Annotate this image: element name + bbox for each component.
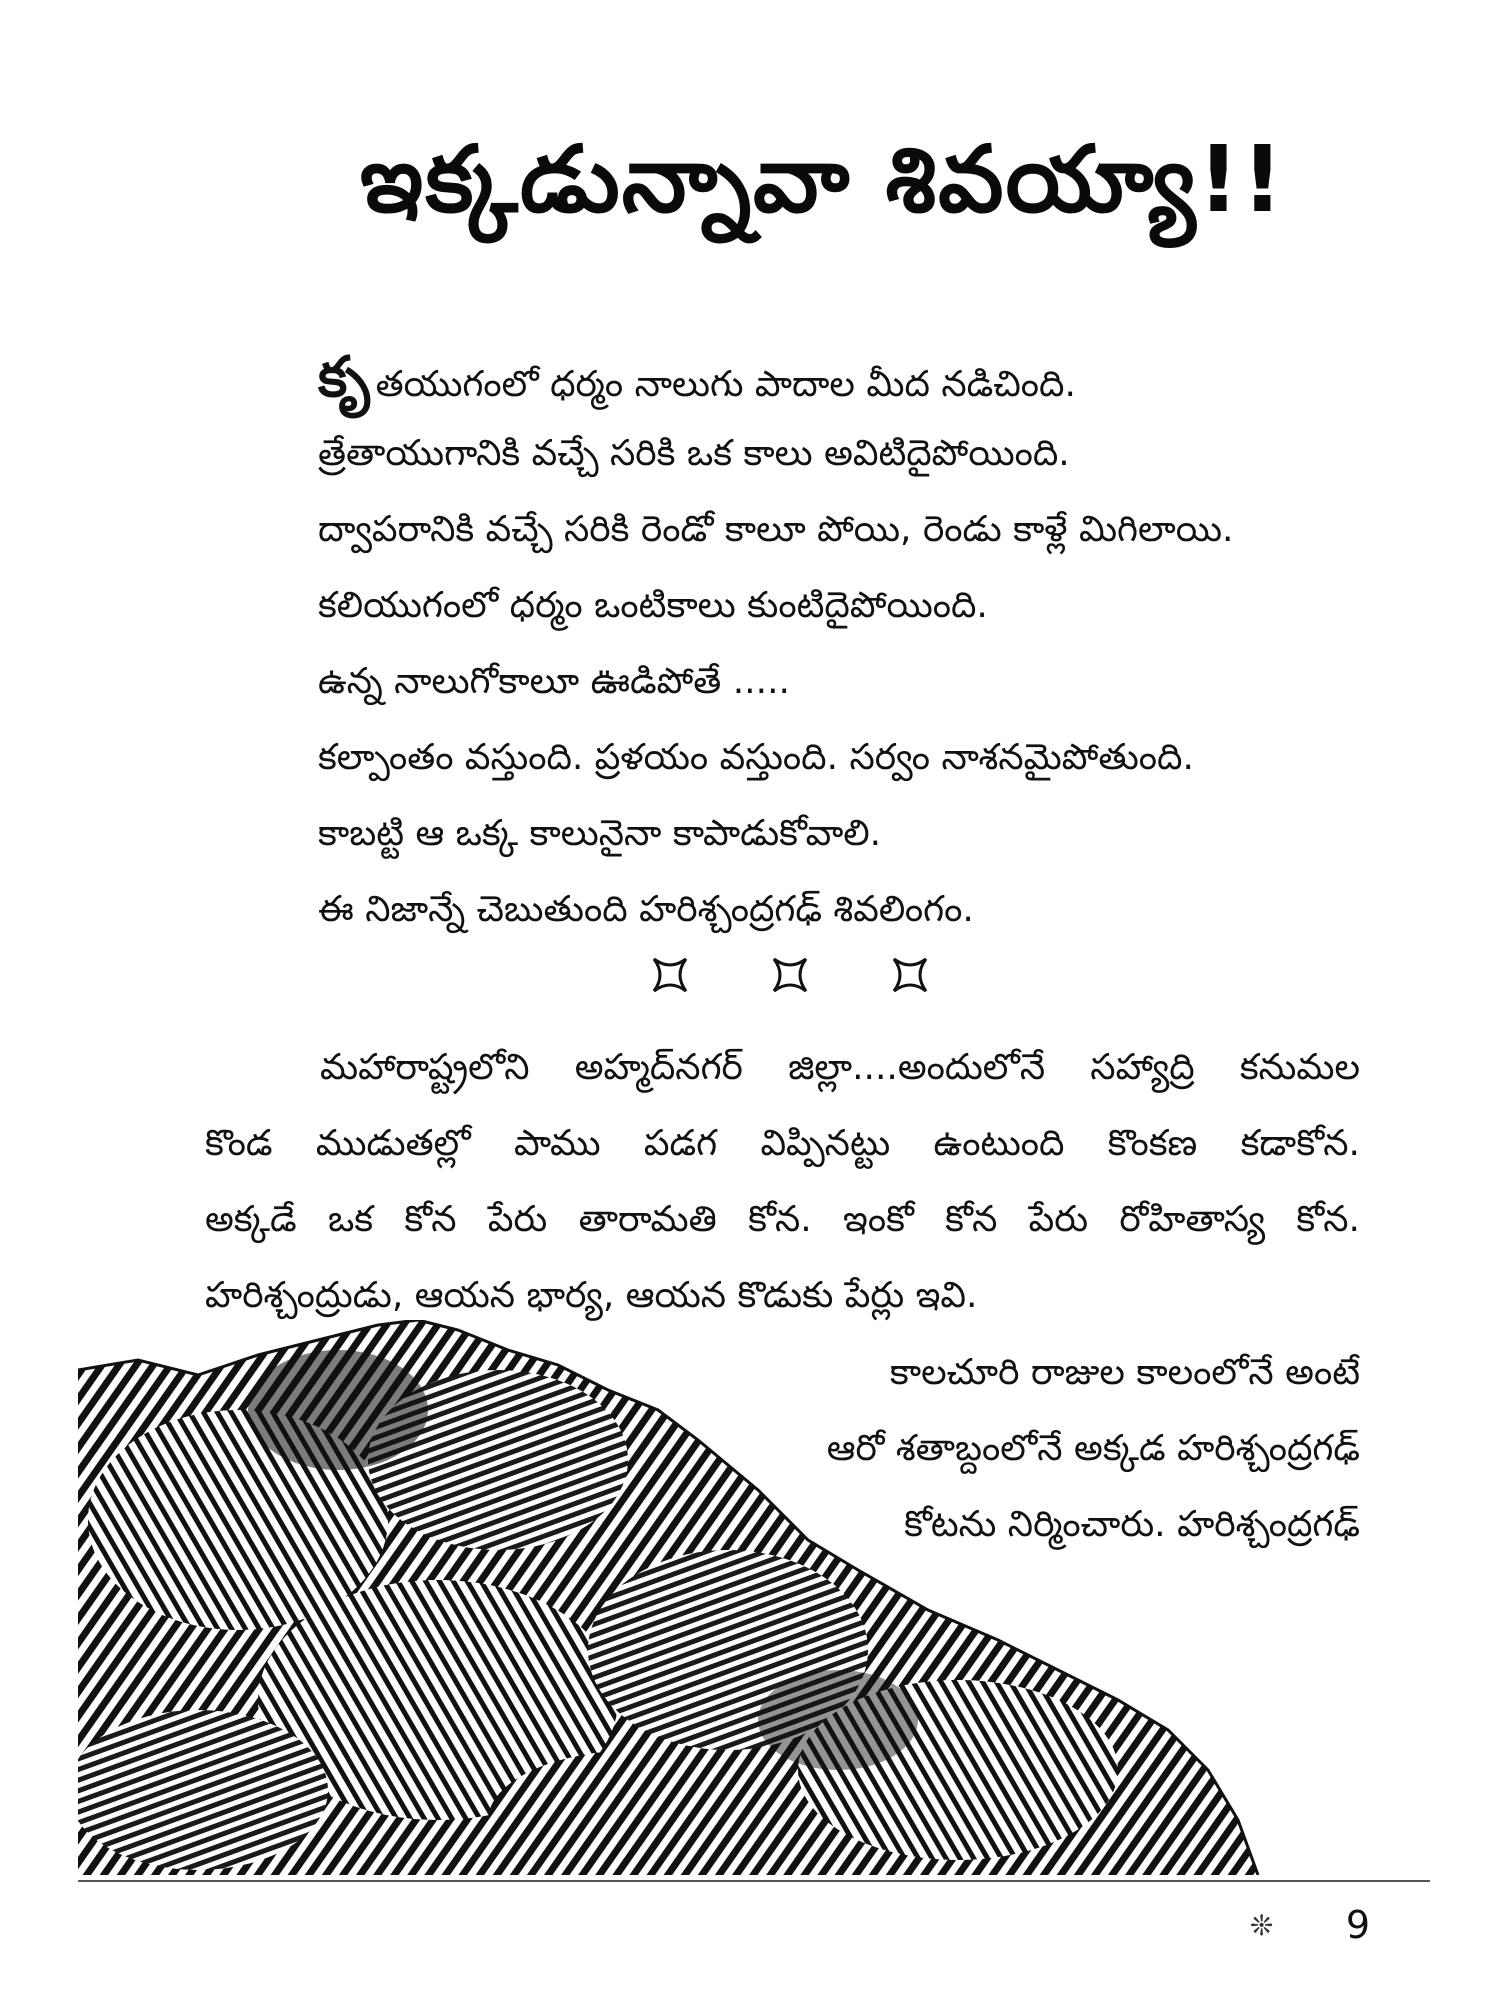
paragraph-line: అక్కడే ఒక కోన పేరు తారామతి కోన. ఇంకో కోన పేరు రోహితాస్య కోన. (205, 1199, 1360, 1240)
body-paragraph (205, 1030, 1360, 1334)
paragraph-line: మహారాష్ట్రలోని అహ్మద్‌నగర్ జిల్లా....అందులోనే సహ్యాద్రి కనుమల (320, 1047, 1360, 1088)
side-paragraph (760, 1335, 1360, 1563)
diamond-icon (890, 955, 930, 995)
drop-cap: కృ (318, 345, 370, 410)
verse-line: కలియుగంలో ధర్మం ఒంటికాలు కుంటిదైపోయింది. (318, 585, 988, 626)
section-separator (650, 950, 930, 1000)
page-number: 9 (1345, 1903, 1370, 1947)
paragraph-line: కాలచూరి రాజుల కాలంలోనే అంటే (889, 1352, 1360, 1393)
diamond-icon (770, 955, 810, 995)
ornament-star-icon: ❊ (1250, 1908, 1274, 1942)
verse-line: ఉన్న నాలుగోకాలూ ఊడిపోతే ..... (318, 661, 790, 702)
diamond-icon (650, 955, 690, 995)
paragraph-line: హరిశ్చంద్రుడు, ఆయన భార్య, ఆయన కొడుకు పేర్లు ఇవి. (205, 1275, 978, 1316)
paragraph-line: కోటను నిర్మించారు. హరిశ్చంద్రగఢ్ (904, 1504, 1360, 1545)
verse-line: త్రేతాయుగానికి వచ్చే సరికి ఒక కాలు అవిటిదైపోయింది. (318, 433, 1070, 474)
verse-line: ఈ నిజాన్నే చెబుతుంది హరిశ్చంద్రగఢ్ శివలింగం. (318, 889, 974, 930)
paragraph-line: ఆరో శతాబ్దంలోనే అక్కడ హరిశ్చంద్రగఢ్ (826, 1428, 1360, 1469)
verse-line-text: తయుగంలో ధర్మం నాలుగు పాదాల మీద నడిచింది. (375, 364, 1076, 405)
verse-line: కల్పాంతం వస్తుంది. ప్రళయం వస్తుంది. సర్వం నాశనమైపోతుంది. (318, 737, 1194, 778)
verse-line: కాబట్టి ఆ ఒక్క కాలునైనా కాపాడుకోవాలి. (318, 813, 882, 854)
footer-rule (78, 1880, 1430, 1882)
page-title: ఇక్కడున్నావా శివయ్యా!! (360, 126, 1286, 233)
verse-line (318, 340, 1398, 416)
page-footer (1250, 1895, 1370, 1955)
opening-verse (318, 340, 1398, 948)
paragraph-line: కొండ ముడుతల్లో పాము పడగ విప్పినట్టు ఉంటుంది కొంకణ కడాకోన. (205, 1123, 1360, 1164)
verse-line: ద్వాపరానికి వచ్చే సరికి రెండో కాలూ పోయి, రెండు కాళ్లే మిగిలాయి. (318, 509, 1234, 550)
